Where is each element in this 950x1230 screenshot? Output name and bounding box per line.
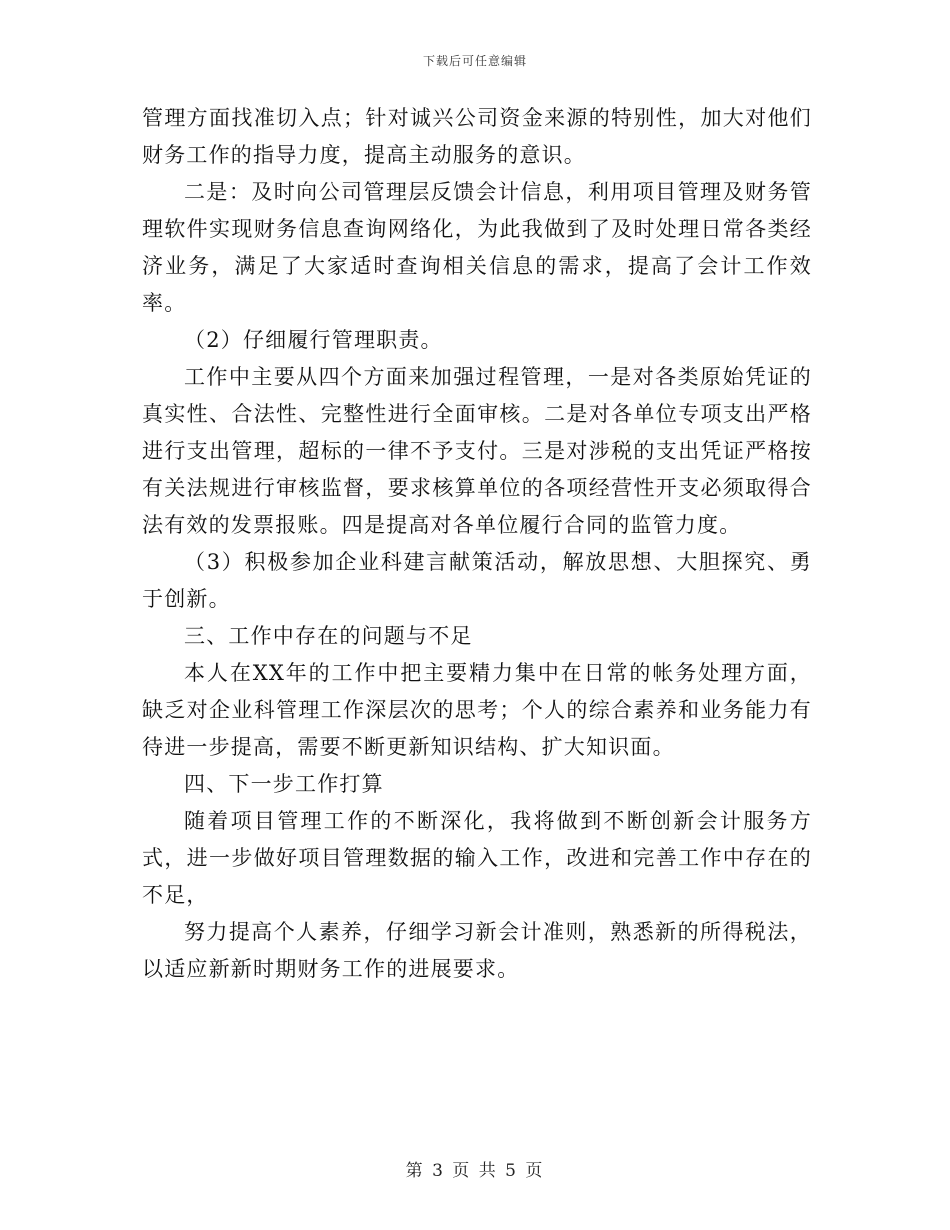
paragraph-subheading: （2）仔细履行管理职责。	[184, 328, 443, 352]
document-body	[142, 100, 812, 988]
paragraph: 管理方面找准切入点；针对诚兴公司资金来源的特别性，加大对他们财务工作的指导力度，提高主动服务的意识。	[142, 106, 812, 167]
paragraph: 本人在XX年的工作中把主要精力集中在日常的帐务处理方面，缺乏对企业科管理工作深层次的思考；个人的综合素养和业务能力有待进一步提高，需要不断更新知识结构、扩大知识面。	[142, 661, 812, 759]
page-header: 下载后可任意编辑	[422, 54, 527, 68]
paragraph: 二是：及时向公司管理层反馈会计信息，利用项目管理及财务管理软件实现财务信息查询网络化，为此我做到了及时处理日常各类经济业务，满足了大家适时查询相关信息的需求，提高了会计工作效率。	[142, 180, 812, 315]
paragraph: 随着项目管理工作的不断深化，我将做到不断创新会计服务方式，进一步做好项目管理数据的输入工作，改进和完善工作中存在的不足，	[142, 809, 812, 907]
section-heading: 四、下一步工作打算	[184, 772, 384, 796]
paragraph: 努力提高个人素养，仔细学习新会计准则，熟悉新的所得税法，以适应新新时期财务工作的进展要求。	[142, 920, 812, 981]
paragraph: 工作中主要从四个方面来加强过程管理，一是对各类原始凭证的真实性、合法性、完整性进行全面审核。二是对各单位专项支出严格进行支出管理，超标的一律不予支付。三是对涉税的支出凭证严格按有关法规进行审核监督，要求核算单位的各项经营性开支必须取得合法有效的发票报账。四是提高对各单位履行合同的监管力度。	[142, 365, 812, 537]
page-number-footer: 第 3 页 共 5 页	[405, 1161, 545, 1181]
paragraph-subheading: （3）积极参加企业科建言献策活动，解放思想、大胆探究、勇于创新。	[142, 550, 812, 611]
section-heading: 三、工作中存在的问题与不足	[184, 624, 473, 648]
